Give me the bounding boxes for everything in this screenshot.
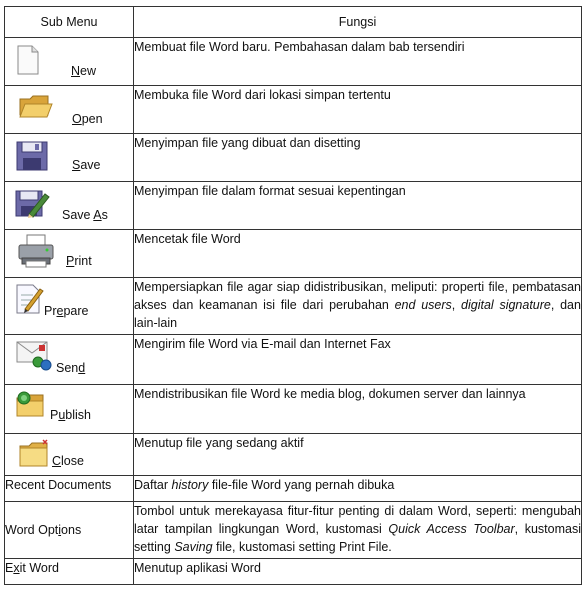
- desc-save-as: Menyimpan file dalam format sesuai kepentingan: [134, 182, 582, 230]
- table-row: [5, 434, 582, 476]
- table-row: [5, 38, 582, 86]
- submenu-label-send: Send: [56, 361, 86, 375]
- prepare-document-icon: [15, 283, 45, 315]
- desc-print: Mencetak file Word: [134, 230, 582, 278]
- submenu-label-print: Print: [66, 254, 92, 268]
- floppy-disk-icon: [16, 141, 48, 171]
- submenu-cell-close: [5, 434, 134, 476]
- desc-send: Mengirim file Word via E-mail dan Internet Fax: [134, 335, 582, 385]
- submenu-label-open: Open: [72, 112, 103, 126]
- header-fungsi: Fungsi: [134, 7, 582, 38]
- desc-new: Membuat file Word baru. Pembahasan dalam bab tersendiri: [134, 38, 582, 86]
- submenu-cell-save: [5, 134, 134, 182]
- desc-publish: Mendistribusikan file Word ke media blog, dokumen server dan lainnya: [134, 385, 582, 434]
- table-row: [5, 134, 582, 182]
- submenu-label-prepare: Prepare: [44, 304, 89, 318]
- new-document-icon: [17, 45, 39, 75]
- submenu-cell-save-as: [5, 182, 134, 230]
- desc-save: Menyimpan file yang dibuat dan disetting: [134, 134, 582, 182]
- desc-exit-word: Menutup aplikasi Word: [134, 559, 582, 585]
- save-as-icon: [15, 188, 51, 220]
- submenu-label-exit-word: Exit Word: [5, 559, 134, 585]
- desc-word-options: Tombol untuk merekayasa fitur-fitur penting di dalam Word, seperti: mengubah latar tampilan lingkungan Word, kustomasi Quick Access Toolbar, kustomasi setting Saving file, kustomasi setting Print File.: [134, 502, 582, 559]
- submenu-cell-prepare: [5, 278, 134, 335]
- table-row: [5, 335, 582, 385]
- submenu-label-publish: Publish: [50, 408, 92, 422]
- table-row: [5, 502, 582, 559]
- table-row: [5, 182, 582, 230]
- table-header-row: [5, 7, 582, 38]
- submenu-cell-open: [5, 86, 134, 134]
- table-row: [5, 385, 582, 434]
- table-row: [5, 476, 582, 502]
- submenu-label-save-as: Save As: [62, 208, 108, 222]
- submenu-label-new: New: [71, 64, 97, 78]
- close-folder-icon: [17, 438, 51, 468]
- submenu-label-close: Close: [52, 454, 84, 468]
- desc-open: Membuka file Word dari lokasi simpan tertentu: [134, 86, 582, 134]
- table-row: [5, 278, 582, 335]
- submenu-label-word-options: Word Options: [5, 502, 134, 559]
- send-mail-icon: [16, 340, 54, 372]
- publish-folder-icon: [15, 390, 49, 420]
- submenu-cell-print: [5, 230, 134, 278]
- table-row: [5, 559, 582, 585]
- table-row: [5, 86, 582, 134]
- printer-icon: [17, 234, 55, 268]
- submenu-label-recent-documents: Recent Documents: [5, 476, 134, 502]
- submenu-cell-new: [5, 38, 134, 86]
- table-row: [5, 230, 582, 278]
- header-submenu: Sub Menu: [5, 7, 134, 38]
- desc-recent-documents: Daftar history file-file Word yang pernah dibuka: [134, 476, 582, 502]
- submenu-label-save: Save: [72, 158, 101, 172]
- submenu-cell-publish: [5, 385, 134, 434]
- desc-close: Menutup file yang sedang aktif: [134, 434, 582, 476]
- submenu-table: [4, 6, 582, 585]
- open-folder-icon: [18, 93, 54, 119]
- desc-prepare: Mempersiapkan file agar siap didistribusikan, meliputi: properti file, pembatasan akses dan keamanan isi file dari perubahan end users, digital signature, dan lain-lain: [134, 278, 582, 335]
- submenu-cell-send: [5, 335, 134, 385]
